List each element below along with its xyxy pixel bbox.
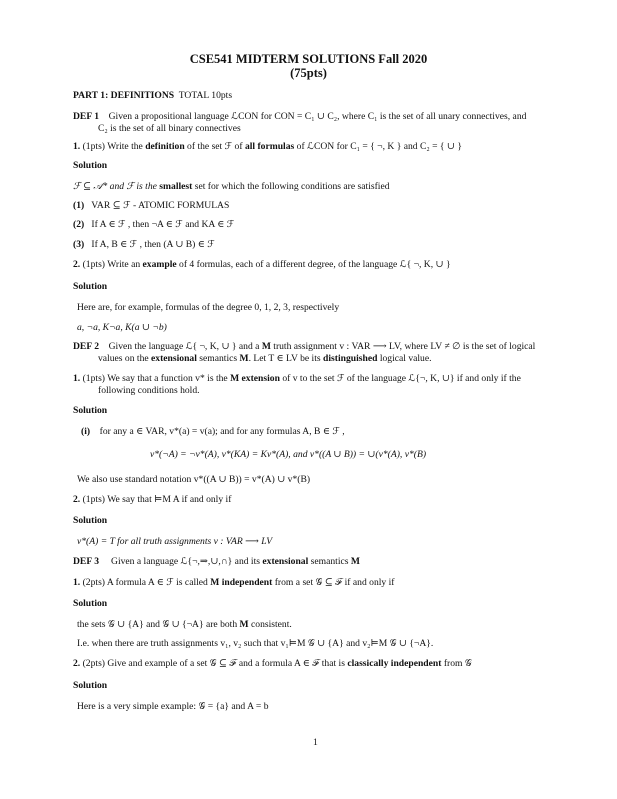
- item-text: for any a ∈ VAR, v*(a) = v(a); and for any formulas A, B ∈ ℱ ,: [99, 426, 345, 437]
- question-number: 1.: [73, 373, 81, 384]
- question-text: from a set 𝒢 ⊆ ℱ if and only if: [272, 577, 395, 588]
- question-text: of ℒCON for C₁ = { ¬, K } and C₂ = { ∪ }: [294, 141, 462, 152]
- def2-line2: [98, 353, 432, 364]
- def-text: Given the language ℒ{ ¬, K, ∪ } and a: [108, 341, 262, 352]
- question-number: 2.: [73, 658, 81, 669]
- condition-label: (2): [73, 219, 85, 230]
- solution-label: Solution: [73, 160, 108, 171]
- def1-line1: [73, 111, 526, 122]
- solution-5-line1: [77, 619, 292, 630]
- solution-label: Solution: [73, 281, 108, 292]
- solution-label: Solution: [73, 405, 108, 416]
- part-total: TOTAL 10pts: [178, 90, 233, 101]
- def-text: values on the: [98, 353, 152, 364]
- solution-label: Solution: [73, 680, 108, 691]
- condition-2: [73, 219, 234, 230]
- question-text: (2pts) A formula A ∈ ℱ is called: [82, 577, 211, 588]
- def1-label: DEF 1: [73, 111, 100, 122]
- def-text: Given a language ℒ{¬,⇒,∪,∩} and its: [111, 556, 263, 567]
- def1-line2: C₂ is the set of all binary connectives: [98, 123, 241, 134]
- question-text: (1pts) We say that ⊨M A if and only if: [82, 494, 232, 505]
- condition-text: VAR ⊆ ℱ - ATOMIC FORMULAS: [91, 200, 230, 211]
- question-emphasis: classically independent: [347, 658, 442, 669]
- question-emphasis: example: [142, 259, 177, 270]
- def-emphasis: M: [261, 341, 271, 352]
- condition-1: [73, 200, 229, 211]
- def1-text: Given a propositional language ℒCON for CON = C₁ ∪ C₂, where C₁ is the set of all unary connectives, and: [108, 111, 527, 122]
- page-subtitle: (75pts): [290, 66, 327, 80]
- def-emphasis: distinguished: [323, 353, 378, 364]
- question-4: [73, 494, 231, 505]
- def-emphasis: extensional: [151, 353, 197, 364]
- question-text: of 4 formulas, each of a different degree, of the language ℒ{ ¬, K, ∪ }: [176, 259, 451, 270]
- question-number: 2.: [73, 259, 81, 270]
- solution-text: ℱ ⊆ 𝒜* and ℱ is the: [73, 181, 160, 192]
- solution-2-text: Here are, for example, formulas of the degree 0, 1, 2, 3, respectively: [77, 302, 340, 313]
- question-emphasis: all formulas: [244, 141, 295, 152]
- solution-3-item-i: [81, 426, 345, 437]
- solution-2-formulas: a, ¬a, K¬a, K(a ∪ ¬b): [77, 322, 167, 333]
- question-text: (1pts) We say that a function v* is the: [82, 373, 231, 384]
- solution-emphasis: M: [239, 619, 249, 630]
- part-heading: [73, 90, 232, 101]
- def3-line: [73, 556, 360, 567]
- solution-1-intro: [73, 181, 390, 192]
- def-text: truth assignment v : VAR ⟶ LV, where LV ≠ ∅ is the set of logical: [270, 341, 536, 352]
- solution-emphasis: smallest: [159, 181, 193, 192]
- def-emphasis: M: [350, 556, 360, 567]
- solution-5-line2: I.e. when there are truth assignments v₁, v₂ such that v₁⊨M 𝒢 ∪ {A} and v₂⊨M 𝒢 ∪ {¬A}.: [77, 638, 434, 649]
- question-number: 2.: [73, 494, 81, 505]
- solution-label: Solution: [73, 515, 108, 526]
- question-number: 1.: [73, 141, 81, 152]
- def-text: semantics: [308, 556, 351, 567]
- def3-label: DEF 3: [73, 556, 100, 567]
- condition-text: If A, B ∈ ℱ , then (A ∪ B) ∈ ℱ: [91, 239, 215, 250]
- part-label: PART 1: DEFINITIONS: [73, 90, 175, 101]
- question-number: 1.: [73, 577, 81, 588]
- item-label: (i): [81, 426, 91, 437]
- condition-label: (1): [73, 200, 85, 211]
- def-text: logical value.: [377, 353, 432, 364]
- condition-text: If A ∈ ℱ , then ¬A ∈ ℱ and KA ∈ ℱ: [91, 219, 235, 230]
- solution-text: the sets 𝒢 ∪ {A} and 𝒢 ∪ {¬A} are both: [77, 619, 240, 630]
- question-text: of the set ℱ of: [184, 141, 245, 152]
- condition-label: (3): [73, 239, 85, 250]
- question-text: of v to the set ℱ of the language ℒ{¬, K, ∪} if and only if the: [279, 373, 521, 384]
- question-text: from 𝒢: [441, 658, 472, 669]
- solution-label: Solution: [73, 598, 108, 609]
- solution-6-text: Here is a very simple example: 𝒢 = {a} and A = b: [77, 701, 269, 712]
- question-emphasis: definition: [145, 141, 185, 152]
- question-text: (1pts) Write an: [82, 259, 143, 270]
- solution-text: consistent.: [248, 619, 292, 630]
- question-emphasis: M extension: [230, 373, 280, 384]
- solution-text: set for which the following conditions are satisfied: [192, 181, 390, 192]
- def2-line1: [73, 341, 535, 352]
- def-text: . Let T ∈ LV be its: [248, 353, 324, 364]
- question-text: (1pts) Write the: [82, 141, 146, 152]
- def-text: semantics: [196, 353, 240, 364]
- def-emphasis: extensional: [262, 556, 309, 567]
- question-emphasis: M independent: [210, 577, 273, 588]
- condition-3: [73, 239, 215, 250]
- question-3: [73, 373, 521, 384]
- def-emphasis: M: [239, 353, 249, 364]
- question-3-line2: following conditions hold.: [98, 385, 200, 396]
- solution-3-note: We also use standard notation v*((A ∪ B)) = v*(A) ∪ v*(B): [77, 474, 311, 485]
- question-text: (2pts) Give and example of a set 𝒢 ⊆ ℱ and a formula A ∈ ℱ that is: [82, 658, 348, 669]
- question-2: [73, 259, 451, 270]
- solution-4-text: v*(A) = T for all truth assignments v : VAR ⟶ LV: [77, 536, 273, 547]
- page-title: CSE541 MIDTERM SOLUTIONS Fall 2020: [189, 52, 428, 66]
- question-6: [73, 658, 472, 669]
- page-number: 1: [313, 737, 318, 748]
- question-5: [73, 577, 394, 588]
- solution-3-formula: v*(¬A) = ¬v*(A), v*(KA) = Kv*(A), and v*((A ∪ B)) = ∪(v*(A), v*(B): [150, 449, 427, 460]
- question-1: [73, 141, 462, 152]
- def2-label: DEF 2: [73, 341, 100, 352]
